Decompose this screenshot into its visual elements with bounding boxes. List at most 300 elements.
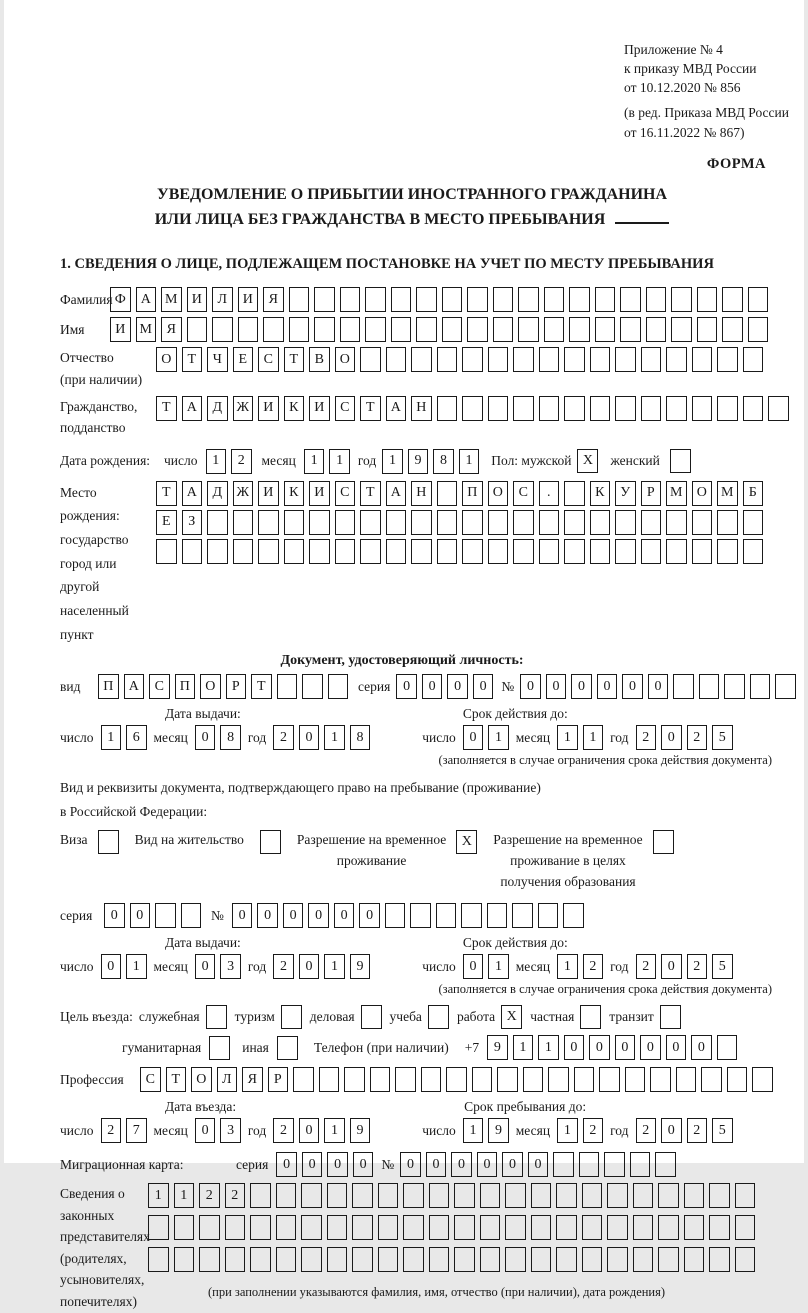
- char-box[interactable]: [539, 347, 560, 372]
- char-box[interactable]: 0: [528, 1152, 549, 1177]
- char-box[interactable]: Р: [226, 674, 247, 699]
- char-box[interactable]: [556, 1215, 577, 1240]
- char-box[interactable]: [641, 510, 662, 535]
- char-box[interactable]: [250, 1247, 271, 1272]
- char-box[interactable]: 0: [299, 725, 320, 750]
- char-box[interactable]: [442, 287, 463, 312]
- char-box[interactable]: И: [238, 287, 259, 312]
- char-box[interactable]: [544, 317, 565, 342]
- char-box[interactable]: .: [539, 481, 560, 506]
- char-box[interactable]: В: [309, 347, 330, 372]
- char-box[interactable]: [233, 539, 254, 564]
- char-box[interactable]: [462, 539, 483, 564]
- char-box[interactable]: 0: [232, 903, 253, 928]
- char-box[interactable]: [276, 1183, 297, 1208]
- char-box[interactable]: [365, 287, 386, 312]
- char-box[interactable]: 2: [687, 1118, 708, 1143]
- char-box[interactable]: [462, 396, 483, 421]
- char-box[interactable]: [199, 1247, 220, 1272]
- birth-month-input[interactable]: [304, 449, 350, 474]
- char-box[interactable]: [735, 1247, 756, 1272]
- purpose-transit-checkbox[interactable]: [660, 1005, 681, 1029]
- char-box[interactable]: А: [124, 674, 145, 699]
- char-box[interactable]: 1: [206, 449, 227, 474]
- identity-issue-day-input[interactable]: [101, 725, 147, 750]
- identity-issue-month-input[interactable]: [195, 725, 241, 750]
- char-box[interactable]: 0: [257, 903, 278, 928]
- char-box[interactable]: [513, 396, 534, 421]
- visa-checkbox[interactable]: [98, 830, 119, 854]
- stay-issue-day-input[interactable]: [101, 954, 147, 979]
- char-box[interactable]: 0: [648, 674, 669, 699]
- birth-year-input[interactable]: [382, 449, 479, 474]
- char-box[interactable]: [258, 510, 279, 535]
- char-box[interactable]: 0: [546, 674, 567, 699]
- char-box[interactable]: [727, 1067, 748, 1092]
- char-box[interactable]: Ф: [110, 287, 131, 312]
- char-box[interactable]: 2: [687, 725, 708, 750]
- char-box[interactable]: И: [110, 317, 131, 342]
- char-box[interactable]: [276, 1247, 297, 1272]
- char-box[interactable]: 0: [426, 1152, 447, 1177]
- char-box[interactable]: [327, 1247, 348, 1272]
- char-box[interactable]: [699, 674, 720, 699]
- char-box[interactable]: [735, 1183, 756, 1208]
- char-box[interactable]: [327, 1183, 348, 1208]
- char-box[interactable]: Т: [166, 1067, 187, 1092]
- char-box[interactable]: [327, 1215, 348, 1240]
- char-box[interactable]: [488, 539, 509, 564]
- char-box[interactable]: [497, 1067, 518, 1092]
- char-box[interactable]: [505, 1183, 526, 1208]
- char-box[interactable]: [569, 287, 590, 312]
- char-box[interactable]: [148, 1215, 169, 1240]
- char-box[interactable]: Ч: [207, 347, 228, 372]
- char-box[interactable]: 2: [687, 954, 708, 979]
- char-box[interactable]: [582, 1247, 603, 1272]
- char-box[interactable]: Н: [411, 481, 432, 506]
- stay-series-input[interactable]: [104, 903, 201, 928]
- char-box[interactable]: О: [191, 1067, 212, 1092]
- char-box[interactable]: [488, 510, 509, 535]
- stay-valid-day-input[interactable]: [463, 954, 509, 979]
- char-box[interactable]: 0: [691, 1035, 712, 1060]
- temp-residence-checkbox[interactable]: X: [456, 830, 477, 854]
- char-box[interactable]: [284, 510, 305, 535]
- char-box[interactable]: 0: [195, 725, 216, 750]
- char-box[interactable]: [630, 1152, 651, 1177]
- char-box[interactable]: [697, 287, 718, 312]
- char-box[interactable]: [666, 347, 687, 372]
- char-box[interactable]: [395, 1067, 416, 1092]
- char-box[interactable]: [539, 510, 560, 535]
- firstname-input[interactable]: [110, 317, 768, 342]
- char-box[interactable]: [620, 287, 641, 312]
- char-box[interactable]: [564, 396, 585, 421]
- char-box[interactable]: 0: [502, 1152, 523, 1177]
- char-box[interactable]: 1: [324, 725, 345, 750]
- char-box[interactable]: 1: [324, 1118, 345, 1143]
- char-box[interactable]: [556, 1183, 577, 1208]
- char-box[interactable]: [386, 347, 407, 372]
- char-box[interactable]: [212, 317, 233, 342]
- char-box[interactable]: [302, 674, 323, 699]
- birth-day-input[interactable]: [206, 449, 252, 474]
- stay-until-year-input[interactable]: [636, 1118, 733, 1143]
- char-box[interactable]: 2: [231, 449, 252, 474]
- char-box[interactable]: [289, 317, 310, 342]
- char-box[interactable]: [238, 317, 259, 342]
- char-box[interactable]: [370, 1067, 391, 1092]
- char-box[interactable]: 1: [538, 1035, 559, 1060]
- char-box[interactable]: [344, 1067, 365, 1092]
- char-box[interactable]: [655, 1152, 676, 1177]
- stay-valid-year-input[interactable]: [636, 954, 733, 979]
- char-box[interactable]: 1: [488, 725, 509, 750]
- char-box[interactable]: [187, 317, 208, 342]
- identity-valid-day-input[interactable]: [463, 725, 509, 750]
- migration-number-input[interactable]: [400, 1152, 676, 1177]
- char-box[interactable]: Д: [207, 396, 228, 421]
- char-box[interactable]: [472, 1067, 493, 1092]
- char-box[interactable]: [553, 1152, 574, 1177]
- identity-issue-year-input[interactable]: [273, 725, 370, 750]
- char-box[interactable]: 0: [334, 903, 355, 928]
- char-box[interactable]: [666, 539, 687, 564]
- char-box[interactable]: 0: [589, 1035, 610, 1060]
- char-box[interactable]: П: [462, 481, 483, 506]
- char-box[interactable]: [493, 287, 514, 312]
- char-box[interactable]: [646, 317, 667, 342]
- char-box[interactable]: О: [335, 347, 356, 372]
- char-box[interactable]: А: [182, 481, 203, 506]
- char-box[interactable]: [595, 287, 616, 312]
- char-box[interactable]: [692, 396, 713, 421]
- char-box[interactable]: [523, 1067, 544, 1092]
- char-box[interactable]: [416, 317, 437, 342]
- char-box[interactable]: 0: [615, 1035, 636, 1060]
- char-box[interactable]: [442, 317, 463, 342]
- char-box[interactable]: [436, 903, 457, 928]
- purpose-private-checkbox[interactable]: [580, 1005, 601, 1029]
- char-box[interactable]: 0: [400, 1152, 421, 1177]
- char-box[interactable]: [563, 903, 584, 928]
- char-box[interactable]: 0: [571, 674, 592, 699]
- char-box[interactable]: [569, 317, 590, 342]
- char-box[interactable]: [615, 347, 636, 372]
- char-box[interactable]: [225, 1215, 246, 1240]
- entry-month-input[interactable]: [195, 1118, 241, 1143]
- char-box[interactable]: [385, 903, 406, 928]
- char-box[interactable]: 5: [712, 1118, 733, 1143]
- char-box[interactable]: [564, 347, 585, 372]
- char-box[interactable]: 1: [148, 1183, 169, 1208]
- char-box[interactable]: 2: [583, 1118, 604, 1143]
- char-box[interactable]: [505, 1215, 526, 1240]
- char-box[interactable]: [403, 1247, 424, 1272]
- char-box[interactable]: С: [149, 674, 170, 699]
- char-box[interactable]: [480, 1247, 501, 1272]
- purpose-official-checkbox[interactable]: [206, 1005, 227, 1029]
- char-box[interactable]: [518, 287, 539, 312]
- char-box[interactable]: [684, 1247, 705, 1272]
- char-box[interactable]: [462, 510, 483, 535]
- char-box[interactable]: И: [187, 287, 208, 312]
- char-box[interactable]: 2: [273, 954, 294, 979]
- char-box[interactable]: [174, 1247, 195, 1272]
- char-box[interactable]: [564, 510, 585, 535]
- char-box[interactable]: [378, 1247, 399, 1272]
- char-box[interactable]: Д: [207, 481, 228, 506]
- char-box[interactable]: [748, 287, 769, 312]
- char-box[interactable]: [487, 903, 508, 928]
- char-box[interactable]: [314, 287, 335, 312]
- char-box[interactable]: [671, 317, 692, 342]
- char-box[interactable]: [666, 396, 687, 421]
- char-box[interactable]: [411, 510, 432, 535]
- char-box[interactable]: [538, 903, 559, 928]
- char-box[interactable]: 0: [597, 674, 618, 699]
- char-box[interactable]: Я: [263, 287, 284, 312]
- char-box[interactable]: 5: [712, 954, 733, 979]
- char-box[interactable]: 0: [622, 674, 643, 699]
- char-box[interactable]: [590, 510, 611, 535]
- char-box[interactable]: Ж: [233, 481, 254, 506]
- char-box[interactable]: [564, 481, 585, 506]
- char-box[interactable]: [319, 1067, 340, 1092]
- char-box[interactable]: [607, 1247, 628, 1272]
- char-box[interactable]: [539, 396, 560, 421]
- char-box[interactable]: [748, 317, 769, 342]
- char-box[interactable]: [276, 1215, 297, 1240]
- char-box[interactable]: Ж: [233, 396, 254, 421]
- char-box[interactable]: [574, 1067, 595, 1092]
- char-box[interactable]: [633, 1215, 654, 1240]
- char-box[interactable]: [250, 1183, 271, 1208]
- char-box[interactable]: [615, 539, 636, 564]
- char-box[interactable]: [314, 317, 335, 342]
- stay-issue-month-input[interactable]: [195, 954, 241, 979]
- char-box[interactable]: [556, 1247, 577, 1272]
- char-box[interactable]: Т: [360, 396, 381, 421]
- char-box[interactable]: 8: [433, 449, 454, 474]
- char-box[interactable]: [411, 347, 432, 372]
- char-box[interactable]: [429, 1247, 450, 1272]
- char-box[interactable]: [717, 539, 738, 564]
- char-box[interactable]: С: [513, 481, 534, 506]
- char-box[interactable]: Л: [217, 1067, 238, 1092]
- char-box[interactable]: А: [386, 396, 407, 421]
- temp-residence-education-checkbox[interactable]: [653, 830, 674, 854]
- birth-place-row3-input[interactable]: [156, 539, 763, 564]
- char-box[interactable]: [181, 903, 202, 928]
- char-box[interactable]: [531, 1183, 552, 1208]
- char-box[interactable]: [539, 539, 560, 564]
- stay-issue-year-input[interactable]: [273, 954, 370, 979]
- char-box[interactable]: [454, 1183, 475, 1208]
- char-box[interactable]: [599, 1067, 620, 1092]
- char-box[interactable]: 2: [101, 1118, 122, 1143]
- char-box[interactable]: [590, 347, 611, 372]
- char-box[interactable]: 0: [477, 1152, 498, 1177]
- char-box[interactable]: [658, 1183, 679, 1208]
- stay-valid-month-input[interactable]: [557, 954, 603, 979]
- representatives-row1-input[interactable]: [148, 1183, 755, 1208]
- char-box[interactable]: 2: [199, 1183, 220, 1208]
- char-box[interactable]: 2: [273, 1118, 294, 1143]
- char-box[interactable]: А: [182, 396, 203, 421]
- char-box[interactable]: 0: [447, 674, 468, 699]
- char-box[interactable]: [692, 347, 713, 372]
- char-box[interactable]: [340, 287, 361, 312]
- char-box[interactable]: [743, 539, 764, 564]
- char-box[interactable]: [752, 1067, 773, 1092]
- char-box[interactable]: [437, 396, 458, 421]
- citizenship-input[interactable]: [156, 396, 789, 421]
- char-box[interactable]: [582, 1215, 603, 1240]
- char-box[interactable]: [454, 1215, 475, 1240]
- char-box[interactable]: 1: [126, 954, 147, 979]
- char-box[interactable]: О: [200, 674, 221, 699]
- char-box[interactable]: [386, 539, 407, 564]
- char-box[interactable]: Р: [641, 481, 662, 506]
- char-box[interactable]: 2: [636, 1118, 657, 1143]
- char-box[interactable]: [437, 510, 458, 535]
- char-box[interactable]: 0: [463, 954, 484, 979]
- char-box[interactable]: [293, 1067, 314, 1092]
- char-box[interactable]: [199, 1215, 220, 1240]
- stay-until-month-input[interactable]: [557, 1118, 603, 1143]
- char-box[interactable]: [743, 396, 764, 421]
- char-box[interactable]: [684, 1183, 705, 1208]
- char-box[interactable]: 0: [463, 725, 484, 750]
- char-box[interactable]: [207, 510, 228, 535]
- char-box[interactable]: 3: [220, 954, 241, 979]
- char-box[interactable]: [641, 347, 662, 372]
- char-box[interactable]: [378, 1183, 399, 1208]
- char-box[interactable]: [488, 347, 509, 372]
- char-box[interactable]: 9: [350, 954, 371, 979]
- birth-place-row1-input[interactable]: [156, 481, 763, 506]
- char-box[interactable]: [277, 674, 298, 699]
- char-box[interactable]: [335, 539, 356, 564]
- char-box[interactable]: [768, 396, 789, 421]
- char-box[interactable]: И: [258, 481, 279, 506]
- char-box[interactable]: [328, 674, 349, 699]
- char-box[interactable]: [641, 396, 662, 421]
- char-box[interactable]: И: [258, 396, 279, 421]
- char-box[interactable]: [671, 287, 692, 312]
- char-box[interactable]: 0: [473, 674, 494, 699]
- char-box[interactable]: [633, 1183, 654, 1208]
- char-box[interactable]: Я: [161, 317, 182, 342]
- char-box[interactable]: [717, 396, 738, 421]
- char-box[interactable]: 0: [276, 1152, 297, 1177]
- surname-input[interactable]: [110, 287, 768, 312]
- char-box[interactable]: [233, 510, 254, 535]
- char-box[interactable]: О: [156, 347, 177, 372]
- char-box[interactable]: [258, 539, 279, 564]
- char-box[interactable]: 0: [299, 954, 320, 979]
- char-box[interactable]: [692, 510, 713, 535]
- char-box[interactable]: [411, 539, 432, 564]
- char-box[interactable]: 9: [408, 449, 429, 474]
- char-box[interactable]: [604, 1152, 625, 1177]
- char-box[interactable]: [352, 1247, 373, 1272]
- char-box[interactable]: С: [335, 481, 356, 506]
- char-box[interactable]: [724, 674, 745, 699]
- char-box[interactable]: [607, 1183, 628, 1208]
- char-box[interactable]: [378, 1215, 399, 1240]
- char-box[interactable]: У: [615, 481, 636, 506]
- char-box[interactable]: Т: [284, 347, 305, 372]
- char-box[interactable]: 0: [130, 903, 151, 928]
- char-box[interactable]: 0: [451, 1152, 472, 1177]
- char-box[interactable]: Н: [411, 396, 432, 421]
- char-box[interactable]: [467, 287, 488, 312]
- char-box[interactable]: 0: [308, 903, 329, 928]
- char-box[interactable]: 1: [174, 1183, 195, 1208]
- char-box[interactable]: [462, 347, 483, 372]
- char-box[interactable]: П: [175, 674, 196, 699]
- char-box[interactable]: [461, 903, 482, 928]
- char-box[interactable]: 2: [636, 725, 657, 750]
- char-box[interactable]: [595, 317, 616, 342]
- birth-place-row2-input[interactable]: [156, 510, 763, 535]
- char-box[interactable]: [607, 1215, 628, 1240]
- char-box[interactable]: [590, 396, 611, 421]
- char-box[interactable]: Т: [156, 396, 177, 421]
- char-box[interactable]: [582, 1183, 603, 1208]
- char-box[interactable]: [155, 903, 176, 928]
- char-box[interactable]: [513, 347, 534, 372]
- char-box[interactable]: [340, 317, 361, 342]
- char-box[interactable]: [658, 1215, 679, 1240]
- char-box[interactable]: [437, 347, 458, 372]
- char-box[interactable]: 1: [583, 725, 604, 750]
- char-box[interactable]: 8: [220, 725, 241, 750]
- char-box[interactable]: 1: [463, 1118, 484, 1143]
- residence-permit-checkbox[interactable]: [260, 830, 281, 854]
- char-box[interactable]: [512, 903, 533, 928]
- char-box[interactable]: Т: [182, 347, 203, 372]
- char-box[interactable]: Т: [156, 481, 177, 506]
- char-box[interactable]: З: [182, 510, 203, 535]
- char-box[interactable]: 9: [487, 1035, 508, 1060]
- purpose-tourism-checkbox[interactable]: [281, 1005, 302, 1029]
- char-box[interactable]: [615, 396, 636, 421]
- char-box[interactable]: А: [136, 287, 157, 312]
- char-box[interactable]: 0: [327, 1152, 348, 1177]
- char-box[interactable]: 0: [422, 674, 443, 699]
- char-box[interactable]: [156, 539, 177, 564]
- char-box[interactable]: [284, 539, 305, 564]
- male-checkbox[interactable]: X: [577, 449, 598, 473]
- char-box[interactable]: 1: [382, 449, 403, 474]
- char-box[interactable]: [410, 903, 431, 928]
- char-box[interactable]: [429, 1215, 450, 1240]
- char-box[interactable]: 9: [488, 1118, 509, 1143]
- char-box[interactable]: [518, 317, 539, 342]
- char-box[interactable]: 0: [396, 674, 417, 699]
- char-box[interactable]: [429, 1183, 450, 1208]
- char-box[interactable]: [676, 1067, 697, 1092]
- char-box[interactable]: [717, 510, 738, 535]
- char-box[interactable]: [301, 1183, 322, 1208]
- char-box[interactable]: 2: [273, 725, 294, 750]
- char-box[interactable]: 0: [520, 674, 541, 699]
- stay-until-day-input[interactable]: [463, 1118, 509, 1143]
